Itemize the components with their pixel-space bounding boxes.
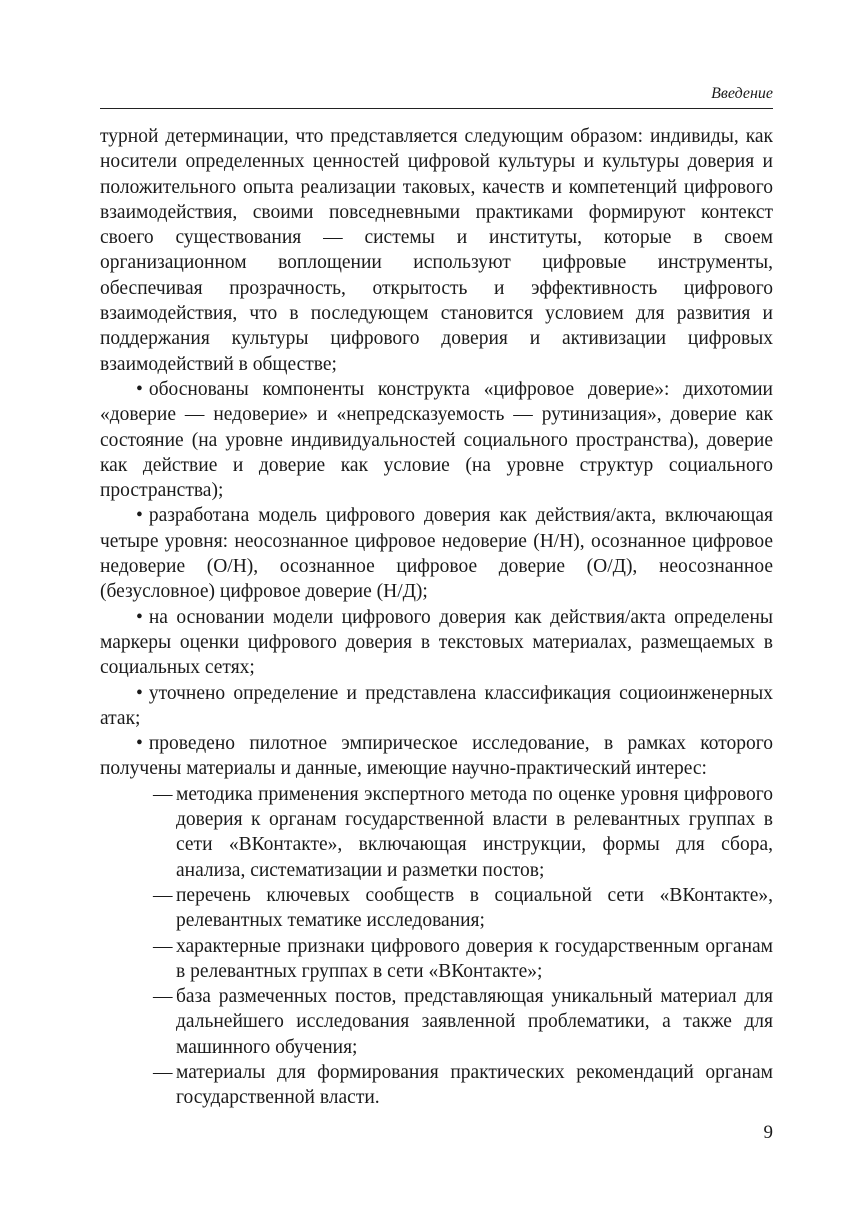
- dash-item-text: перечень ключевых сообществ в социальной сети «ВКонтакте», релевантных тематике исследования;: [176, 884, 773, 932]
- bullet-icon: •: [136, 682, 143, 704]
- bullet-item: [100, 605, 773, 681]
- bullet-item: [100, 681, 773, 732]
- bullet-text: уточнено определение и представлена классификация социоинженерных атак;: [100, 682, 773, 729]
- dash-item-text: характерные признаки цифрового доверия к государственным органам в релевантных группах в сети «ВКонтакте»;: [176, 935, 773, 982]
- dash-list-item: [100, 782, 773, 883]
- dash-icon: —: [153, 783, 173, 805]
- bullet-icon: •: [136, 733, 143, 755]
- bullet-item: [100, 377, 773, 503]
- paragraph-continuation: турной детерминации, что представляется следующим образом: индивиды, как носители определенных ценностей цифровой культуры и культуры доверия и положительного опыта реализации таковых, качеств и компетенций цифрового взаимодействия, своими повседневными практиками формируют контекст своего существования — системы и институты, которые в своем организационном воплощении используют цифровые инструменты, обеспечивая прозрачность, открытость и эффективность цифрового взаимодействия, что в последующем становится условием для развития и поддержания культуры цифрового доверия и активизации цифровых взаимодействий в обществе;: [100, 126, 773, 375]
- bullet-text: разработана модель цифрового доверия как действия/акта, включающая четыре уровня: неосознанное цифровое недоверие (Н/Н), осознанное цифровое недоверие (О/Н), осознанное цифровое доверие (О/Д), неосознанное (безусловное) цифровое доверие (Н/Д);: [100, 505, 773, 603]
- dash-icon: —: [153, 884, 173, 906]
- dash-item-text: методика применения экспертного метода по оценке уровня цифрового доверия к органам государственной власти в релевантных группах в сети «ВКонтакте», включающая инструкции, формы для сбора, анализа, систематизации и разметки постов;: [176, 783, 773, 881]
- dash-list-item: [100, 934, 773, 985]
- bullet-icon: •: [136, 505, 143, 527]
- running-header: [100, 84, 773, 109]
- bullet-text: на основании модели цифрового доверия как действия/акта определены маркеры оценки цифрового доверия в текстовых материалах, размещаемых в социальных сетях;: [100, 606, 773, 679]
- page-body: [100, 124, 773, 1111]
- dash-list: [100, 782, 773, 1111]
- dash-icon: —: [153, 1061, 173, 1083]
- dash-list-item: [100, 883, 773, 934]
- bullet-icon: •: [136, 606, 143, 628]
- bullet-icon: •: [136, 378, 143, 400]
- page-number: 9: [763, 1122, 773, 1143]
- dash-list-item: [100, 1060, 773, 1111]
- dash-item-text: база размеченных постов, представляющая уникальный материал для дальнейшего исследования заявленной проблематики, а также для машинного обучения;: [176, 986, 773, 1058]
- bullet-item: [100, 503, 773, 604]
- bullet-text: проведено пилотное эмпирическое исследование, в рамках которого получены материалы и данные, имеющие научно-практический интерес:: [100, 733, 773, 780]
- dash-icon: —: [153, 986, 173, 1008]
- bullet-text: обоснованы компоненты конструкта «цифровое доверие»: дихотомии «доверие — недоверие» и «непредсказуемость — рутинизация», доверие как состояние (на уровне индивидуальностей социального пространства), доверие как действие и доверие как условие (на уровне структур социального пространства);: [100, 378, 773, 502]
- dash-item-text: материалы для формирования практических рекомендаций органам государственной власти.: [176, 1061, 773, 1109]
- dash-list-item: [100, 984, 773, 1060]
- running-header-title: Введение: [711, 85, 773, 102]
- dash-icon: —: [153, 935, 173, 957]
- bullet-item: [100, 731, 773, 782]
